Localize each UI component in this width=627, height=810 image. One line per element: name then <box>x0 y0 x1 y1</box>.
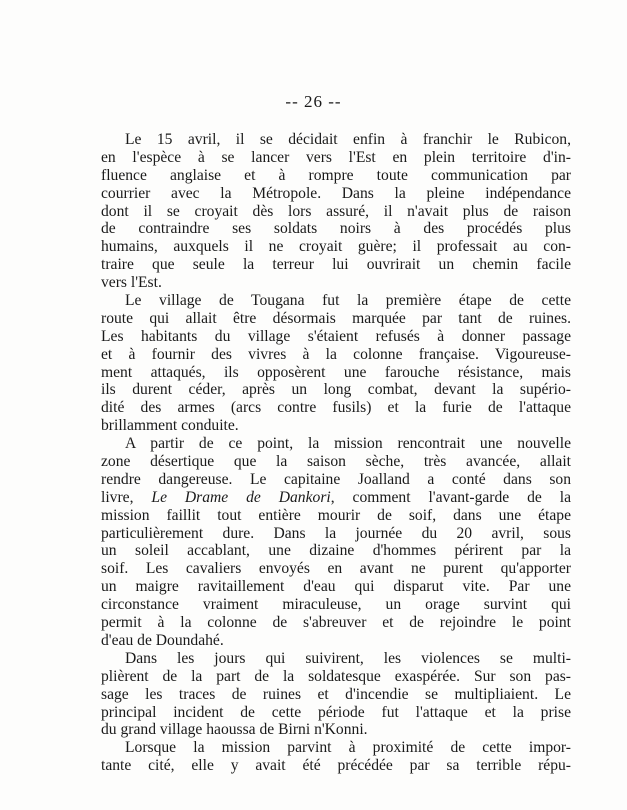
text-line: du grand village haoussa de Birni n'Konni. <box>101 721 368 739</box>
text-line: et à fournir des vivres à la colonne française. Vigoureuse- <box>101 345 571 363</box>
text-line: courrier avec la Métropole. Dans la pleine indépendance <box>101 184 571 202</box>
text-line: brillamment conduite. <box>101 417 239 435</box>
text-line: Le 15 avril, il se décidait enfin à franchir le Rubicon, <box>125 131 571 148</box>
text-segment: , comment l'avant-garde de la <box>330 488 571 506</box>
text-line: vers l'Est. <box>101 274 162 292</box>
text-line: humains, auxquels il ne croyait guère; il professait au con- <box>101 238 571 256</box>
text-line: d'eau de Doundahé. <box>101 631 224 649</box>
text-line: ment attaqués, ils opposèrent une farouche résistance, mais <box>101 363 571 381</box>
text-line: zone désertique que la saison sèche, très avancée, allait <box>101 453 571 471</box>
book-title-italic: Le Drame de Dankori <box>151 488 331 506</box>
text-line: Dans les jours qui suivirent, les violences se multi- <box>125 649 571 667</box>
text-line: permit à la colonne de s'abreuver et de rejoindre le point <box>101 614 571 632</box>
text-line: un soleil accablant, une dizaine d'hommes périrent par la <box>101 542 571 560</box>
text-line: plièrent de la part de la soldatesque exaspérée. Sur son pas- <box>101 667 571 685</box>
text-line <box>101 489 571 507</box>
text-line: dont il se croyait dès lors assuré, il n'avait plus de raison <box>101 202 571 220</box>
text-line: ils durent céder, après un long combat, devant la supério- <box>101 381 571 399</box>
text-line: traire que seule la terreur lui ouvrirait un chemin facile <box>101 256 571 274</box>
text-line: soif. Les cavaliers envoyés en avant ne purent qu'apporter <box>101 560 571 578</box>
text-line: particulièrement dure. Dans la journée du 20 avril, sous <box>101 524 571 542</box>
text-line: principal incident de cette période fut l'attaque et la prise <box>101 703 571 721</box>
text-line: Le village de Tougana fut la première étape de cette <box>125 292 571 310</box>
text-line: A partir de ce point, la mission rencontrait une nouvelle <box>125 435 571 453</box>
page-number: -- 26 -- <box>285 92 342 111</box>
body-text <box>101 131 571 775</box>
text-line: rendre dangereuse. Le capitaine Joalland a conté dans son <box>101 470 571 488</box>
text-line: un maigre ravitaillement d'eau qui disparut vite. Par une <box>101 578 571 596</box>
text-line: Lorsque la mission parvint à proximité de cette impor- <box>125 739 571 757</box>
text-line: Les habitants du village s'étaient refusés à donner passage <box>101 327 571 345</box>
text-line: dité des armes (arcs contre fusils) et la furie de l'attaque <box>101 399 571 417</box>
text-line: en l'espèce à se lancer vers l'Est en plein territoire d'in- <box>101 148 571 166</box>
text-line: fluence anglaise et à rompre toute communication par <box>101 166 571 184</box>
text-line: route qui allait être désormais marquée par tant de ruines. <box>101 309 571 327</box>
text-segment: livre, <box>101 488 152 506</box>
text-line: sage les traces de ruines et d'incendie se multipliaient. Le <box>101 685 571 703</box>
text-line: mission faillit tout entière mourir de soif, dans une étape <box>101 506 571 524</box>
text-line: circonstance vraiment miraculeuse, un orage survint qui <box>101 596 571 614</box>
text-line: de contraindre ses soldats noirs à des procédés plus <box>101 220 571 238</box>
text-line: tante cité, elle y avait été précédée par sa terrible répu- <box>101 757 571 775</box>
